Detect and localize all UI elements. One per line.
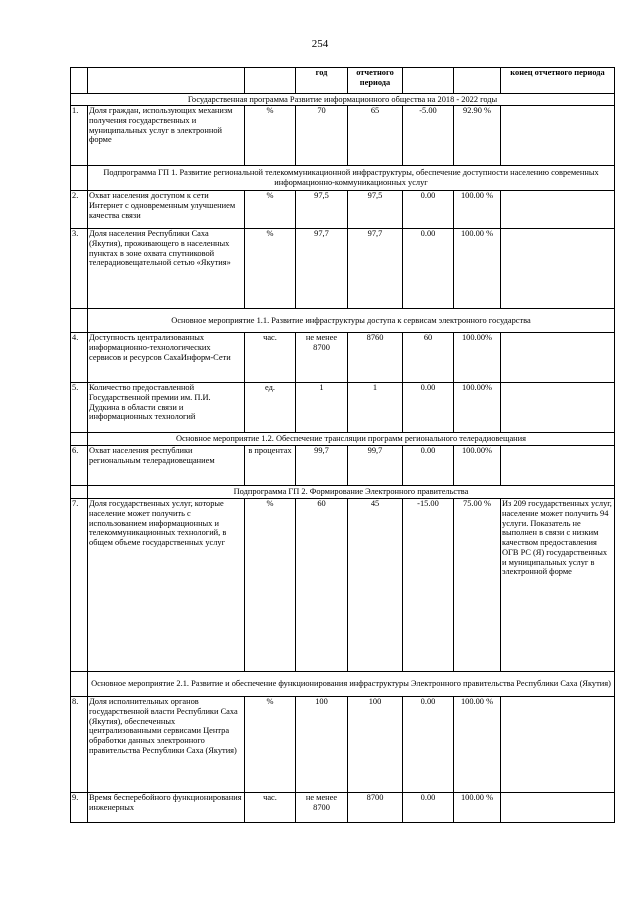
indicator-name: Время бесперебойного функционирования инженерных [88,793,245,823]
plan-value: не менее 8700 [296,793,348,823]
section-blank [71,672,88,697]
fact-value: 65 [348,106,403,166]
header-cell-name [88,68,245,94]
section-title: Основное мероприятие 2.1. Развитие и обеспечение функционирования инфраструктуры Электронного правительства Республики Саха (Якутия) [88,672,615,697]
section-title: Основное мероприятие 1.2. Обеспечение трансляции программ регионального телерадиовещания [88,433,615,446]
percent-value: 100.00 % [454,229,501,309]
unit-cell: % [245,106,296,166]
note-cell: Из 209 государственных услуг, население может получить 94 услуги. Показатель не выполнен в связи с низким качеством предоставления ОГВ РС (Я) государственных и муниципальных услуг в электронной форме [501,499,615,672]
note-cell [501,191,615,229]
section-title: Подпрограмма ГП 1. Развитие региональной телекоммуникационной инфраструктуры, обеспечение доступности населению современных информационно-коммуникационных услуг [88,166,615,191]
row-number: 3. [71,229,88,309]
header-cell-percent [454,68,501,94]
percent-value: 100.00% [454,446,501,486]
section-row [71,166,615,191]
table-row [71,229,615,309]
row-number: 4. [71,333,88,383]
plan-value: 97,7 [296,229,348,309]
fact-value: 100 [348,697,403,793]
section-row [71,433,615,446]
section-row [71,309,615,333]
unit-cell: час. [245,793,296,823]
percent-value: 75.00 % [454,499,501,672]
note-cell [501,106,615,166]
fact-value: 1 [348,383,403,433]
table-row [71,106,615,166]
unit-cell: в процентах [245,446,296,486]
deviation-value: 0.00 [403,446,454,486]
indicator-name: Доля государственных услуг, которые население может получить с использованием информационных и телекоммуникационных технологий, в общем объеме государственных услуг [88,499,245,672]
indicator-name: Доступность централизованных информационно-технологических сервисов и ресурсов СахаИнформ-Сети [88,333,245,383]
table-row [71,446,615,486]
note-cell [501,793,615,823]
indicator-name: Количество предоставленной Государственной премии им. П.И. Дудкина в области связи и информационных технологий [88,383,245,433]
unit-cell: % [245,191,296,229]
fact-value: 99,7 [348,446,403,486]
percent-value: 100.00% [454,333,501,383]
indicator-name: Охват населения доступом к сети Интернет с одновременным улучшением качества связи [88,191,245,229]
deviation-value: -15.00 [403,499,454,672]
row-number: 1. [71,106,88,166]
table-row [71,191,615,229]
deviation-value: 0.00 [403,383,454,433]
table-row [71,697,615,793]
section-blank [71,486,88,499]
plan-value: 99,7 [296,446,348,486]
section-title: Основное мероприятие 1.1. Развитие инфраструктуры доступа к сервисам электронного государства [88,309,615,333]
page-number: 254 [311,38,329,50]
header-cell-unit [245,68,296,94]
plan-value: 97,5 [296,191,348,229]
fact-value: 8760 [348,333,403,383]
indicator-name: Охват населения республики региональным телерадиовещанием [88,446,245,486]
note-cell [501,229,615,309]
note-cell [501,697,615,793]
deviation-value: 60 [403,333,454,383]
unit-cell: % [245,229,296,309]
deviation-value: 0.00 [403,191,454,229]
section-row [71,672,615,697]
percent-value: 100.00% [454,383,501,433]
deviation-value: -5.00 [403,106,454,166]
row-number: 8. [71,697,88,793]
header-cell-deviation [403,68,454,94]
section-blank [71,309,88,333]
note-cell [501,446,615,486]
fact-value: 97,5 [348,191,403,229]
row-number: 7. [71,499,88,672]
note-cell [501,333,615,383]
header-cell-year: год [296,68,348,94]
percent-value: 100.00 % [454,793,501,823]
section-row [71,486,615,499]
header-cell-end: конец отчетного периода [501,68,615,94]
unit-cell: % [245,697,296,793]
deviation-value: 0.00 [403,697,454,793]
indicator-name: Доля граждан, использующих механизм получения государственных и муниципальных услуг в электронной форме [88,106,245,166]
row-number: 2. [71,191,88,229]
table-row [71,383,615,433]
row-number: 9. [71,793,88,823]
program-title: Государственная программа Развитие информационного общества на 2018 - 2022 годы [71,94,615,106]
deviation-value: 0.00 [403,793,454,823]
fact-value: 45 [348,499,403,672]
plan-value: 100 [296,697,348,793]
table-row [71,333,615,383]
indicator-name: Доля исполнительных органов государственной власти Республики Саха (Якутия), обеспеченных централизованными сервисами Центра обработки данных электронного правительства Республики Саха (Якутия) [88,697,245,793]
deviation-value: 0.00 [403,229,454,309]
plan-value: 1 [296,383,348,433]
percent-value: 100.00 % [454,191,501,229]
table-header-row [71,68,615,94]
table-row [71,499,615,672]
row-number: 5. [71,383,88,433]
header-cell-num [71,68,88,94]
plan-value: 70 [296,106,348,166]
table-row [71,793,615,823]
percent-value: 92.90 % [454,106,501,166]
indicator-name: Доля населения Республики Саха (Якутия), проживающего в населенных пунктах в зоне охвата спутниковой телерадиовещательной сетью «Якутия» [88,229,245,309]
plan-value: 60 [296,499,348,672]
plan-value: не менее 8700 [296,333,348,383]
unit-cell: час. [245,333,296,383]
section-title: Подпрограмма ГП 2. Формирование Электронного правительства [88,486,615,499]
section-blank [71,433,88,446]
note-cell [501,383,615,433]
section-blank [71,166,88,191]
header-cell-period: отчетного периода [348,68,403,94]
fact-value: 97,7 [348,229,403,309]
unit-cell: % [245,499,296,672]
indicators-table [70,67,615,823]
percent-value: 100.00 % [454,697,501,793]
program-title-row [71,94,615,106]
row-number: 6. [71,446,88,486]
fact-value: 8700 [348,793,403,823]
unit-cell: ед. [245,383,296,433]
